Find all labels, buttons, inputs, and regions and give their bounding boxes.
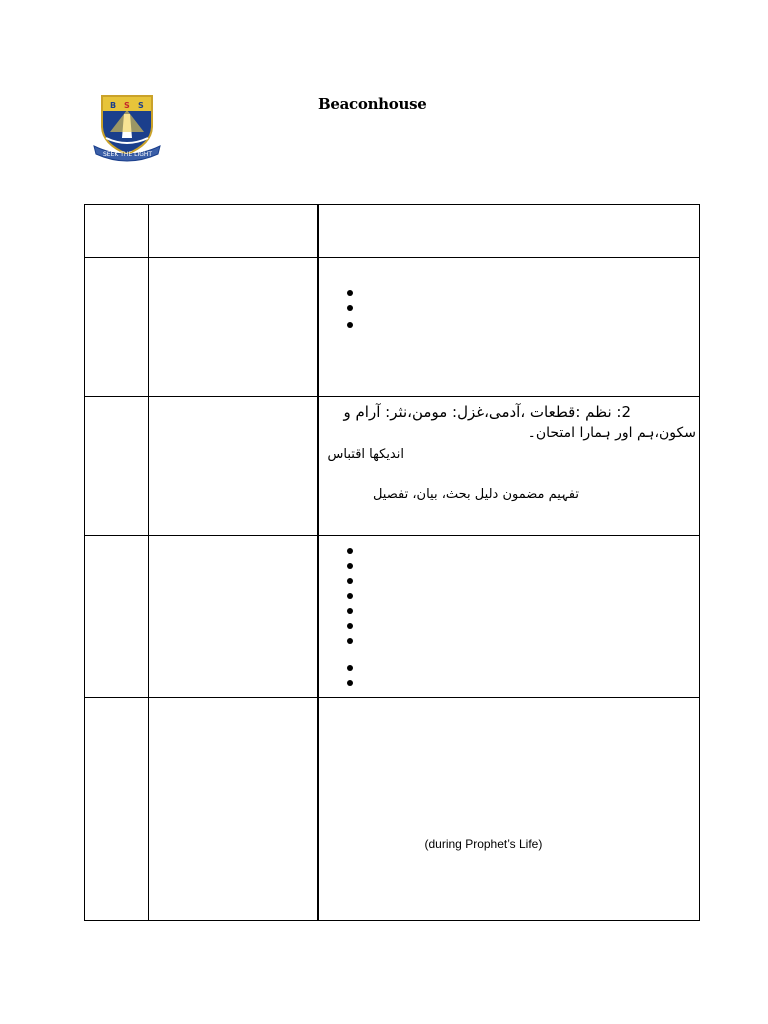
svg-text:S: S [124, 101, 130, 110]
table-cell [85, 258, 149, 397]
urdu-content-cell [318, 397, 700, 536]
table-cell [149, 536, 318, 698]
content-cell [318, 698, 700, 921]
urdu-line: اندیکھا اقتباس [327, 447, 404, 462]
table-cell [85, 698, 149, 921]
school-name: Beaconhouse [318, 95, 427, 113]
school-crest-logo [90, 92, 164, 162]
table-cell [85, 536, 149, 698]
table-cell [149, 205, 318, 258]
svg-text:S: S [138, 101, 144, 110]
syllabus-table [84, 204, 700, 921]
svg-text:SEEK THE LIGHT: SEEK THE LIGHT [103, 151, 153, 158]
table-cell [149, 397, 318, 536]
table-cell [149, 258, 318, 397]
table-row [85, 397, 700, 536]
table-row [85, 536, 700, 698]
urdu-line: 2: نظم :قطعات ،آدمی،غزل: مومن،نثر: آرام و [343, 403, 631, 421]
svg-text:B: B [110, 101, 117, 110]
table-header-row [85, 205, 700, 258]
table-cell [85, 205, 149, 258]
urdu-line: تفہیم مضمون دلیل بحث، بیان، تفصیل [372, 487, 579, 502]
table-row [85, 258, 700, 397]
urdu-line: سکون،ہم اور ہمارا امتحان۔ [527, 425, 696, 441]
table-row [85, 698, 700, 921]
table-cell [85, 397, 149, 536]
caption-text: (during Prophet’s Life) [424, 837, 543, 851]
table-cell [149, 698, 318, 921]
content-cell [318, 536, 700, 698]
content-cell [318, 258, 700, 397]
table-cell [318, 205, 700, 258]
